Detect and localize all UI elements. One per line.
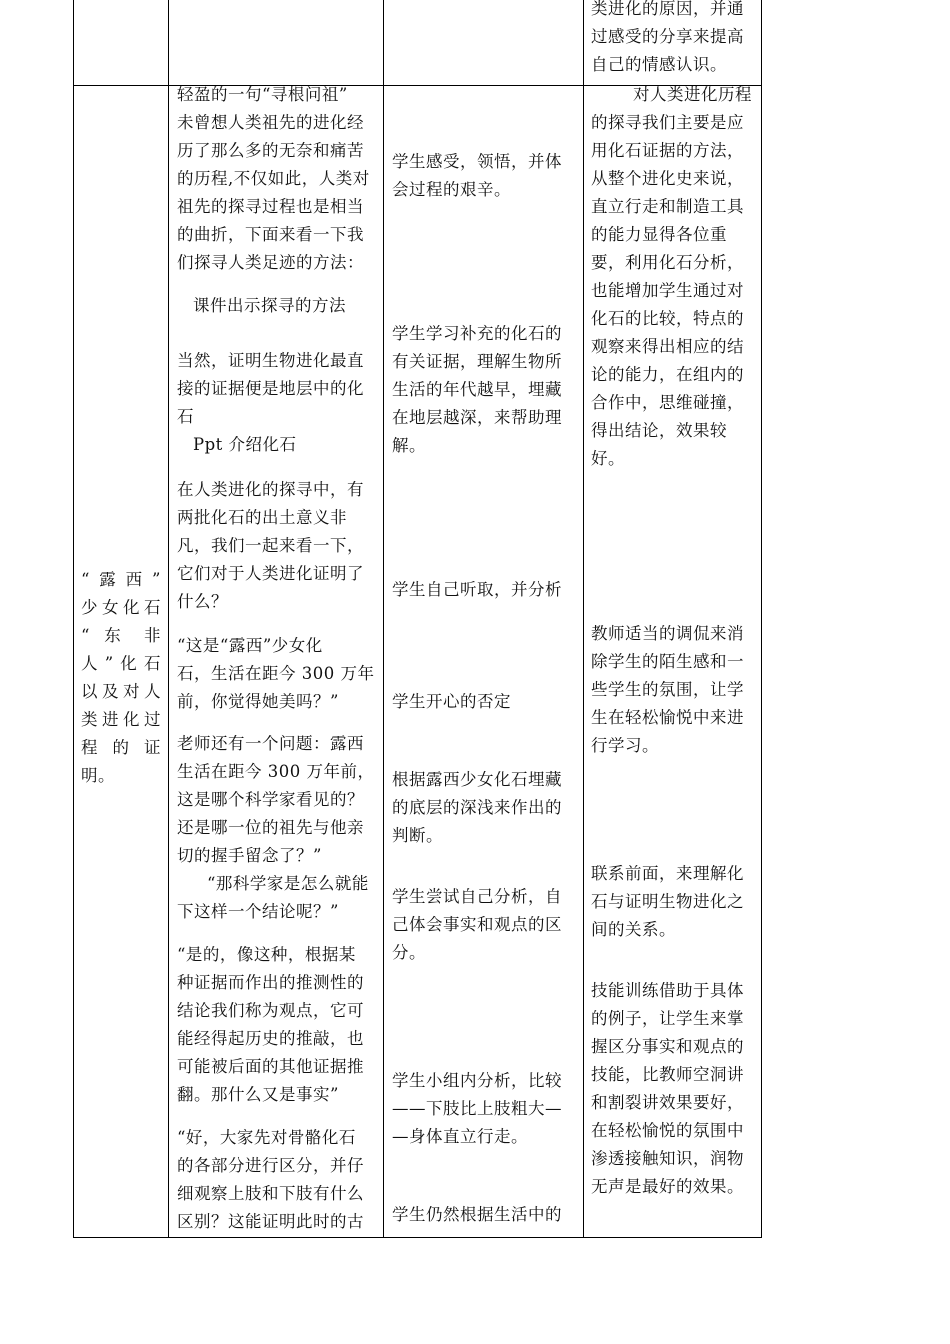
text-line: 程 的 证 bbox=[81, 738, 161, 757]
text-line: 好。 bbox=[591, 449, 625, 468]
text-line: 未曾想人类祖先的进化经 bbox=[177, 113, 364, 132]
text-line: “ 东 非 bbox=[81, 626, 161, 645]
text-line: 学生尝试自己分析，自 bbox=[392, 887, 562, 906]
text-line: 种证据而作出的推测性的 bbox=[177, 973, 364, 992]
text-line: 除学生的陌生感和一 bbox=[591, 652, 744, 671]
text-line: 判断。 bbox=[392, 826, 443, 845]
text-line: “好，大家先对骨骼化石 bbox=[177, 1128, 356, 1147]
teacher-activity-p3 bbox=[177, 347, 377, 431]
student-activity-p7 bbox=[392, 1067, 578, 1151]
table-divider-col1 bbox=[168, 0, 169, 1238]
table-border-right bbox=[761, 0, 762, 1238]
text-line: 直立行走和制造工具 bbox=[591, 197, 744, 216]
text-line: 用化石证据的方法， bbox=[591, 141, 744, 160]
text-line: 石与证明生物进化之 bbox=[591, 892, 744, 911]
text-line: 过感受的分享来提高 bbox=[591, 27, 744, 46]
teacher-activity-p6 bbox=[177, 632, 377, 716]
student-activity-p4 bbox=[392, 688, 578, 716]
text-line: 无声是最好的效果。 bbox=[591, 1177, 744, 1196]
text-line: 前，你觉得她美吗？” bbox=[177, 692, 339, 711]
text-line: 凡，我们一起来看一下， bbox=[177, 536, 364, 555]
text-line: 类进化的原因，并通 bbox=[591, 0, 744, 18]
text-line: ——下肢比上肢粗大— bbox=[392, 1099, 562, 1118]
text-line: 些学生的氛围，让学 bbox=[591, 680, 744, 699]
text-line: 己体会事实和观点的区 bbox=[392, 915, 562, 934]
topic-cell-text bbox=[81, 566, 161, 790]
text-line: 石 bbox=[177, 407, 194, 426]
text-line: 少女化石 bbox=[81, 598, 161, 617]
text-line: Ppt 介绍化石 bbox=[193, 435, 297, 454]
teacher-activity-p7 bbox=[177, 730, 377, 870]
text-line: 们探寻人类足迹的方法： bbox=[177, 253, 364, 272]
text-line: 学生开心的否定 bbox=[392, 692, 511, 711]
table-divider-col2 bbox=[383, 0, 384, 1238]
text-line: 行学习。 bbox=[591, 736, 659, 755]
text-line: 老师还有一个问题：露西 bbox=[177, 734, 364, 753]
text-line: 分。 bbox=[392, 943, 426, 962]
text-line: 结论我们称为观点，它可 bbox=[177, 1001, 364, 1020]
text-line: 切的握手留念了？” bbox=[177, 846, 322, 865]
student-activity-p5 bbox=[392, 766, 578, 850]
table-border-left bbox=[73, 0, 74, 1238]
text-line: 在轻松愉悦的氛围中 bbox=[591, 1121, 744, 1140]
teacher-activity-p4 bbox=[193, 431, 378, 459]
text-line: 技能训练借助于具体 bbox=[591, 981, 744, 1000]
text-line: 的探寻我们主要是应 bbox=[591, 113, 744, 132]
teacher-activity-p5 bbox=[177, 476, 377, 616]
text-line: 两批化石的出土意义非 bbox=[177, 508, 347, 527]
text-line: 还是哪一位的祖先与他亲 bbox=[177, 818, 364, 837]
text-line: 接的证据便是地层中的化 bbox=[177, 379, 364, 398]
text-line: 要，利用化石分析， bbox=[591, 253, 744, 272]
text-line: 生在轻松愉悦中来进 bbox=[591, 708, 744, 727]
text-line: 的曲折，下面来看一下我 bbox=[177, 225, 364, 244]
text-line: 类进化过 bbox=[81, 710, 161, 729]
text-line: 会过程的艰辛。 bbox=[392, 180, 511, 199]
text-line: 人”化石 bbox=[81, 654, 161, 673]
teacher-activity-p10 bbox=[177, 1124, 377, 1236]
text-line: 技能，比教师空洞讲 bbox=[591, 1065, 744, 1084]
text-line: 得出结论，效果较 bbox=[591, 421, 727, 440]
text-line: 化石的比较，特点的 bbox=[591, 309, 744, 328]
text-line: 也能增加学生通过对 bbox=[591, 281, 744, 300]
text-line: 对人类进化历程 bbox=[633, 85, 752, 104]
text-line: 的底层的深浅来作出的 bbox=[392, 798, 562, 817]
text-line: 下这样一个结论呢？” bbox=[177, 902, 339, 921]
teacher-activity-p1 bbox=[177, 81, 377, 277]
text-line: 当然，证明生物进化最直 bbox=[177, 351, 364, 370]
design-intent-p4 bbox=[591, 977, 756, 1201]
text-line: 渗透接触知识，润物 bbox=[591, 1149, 744, 1168]
text-line: 有关证据，理解生物所 bbox=[392, 352, 562, 371]
student-activity-p3 bbox=[392, 576, 578, 604]
text-line: “那科学家是怎么就能 bbox=[207, 874, 369, 893]
text-line: “这是“露西”少女化 bbox=[177, 636, 323, 655]
teacher-activity-p9 bbox=[177, 941, 377, 1109]
text-line: 在人类进化的探寻中，有 bbox=[177, 480, 364, 499]
text-line: 握区分事实和观点的 bbox=[591, 1037, 744, 1056]
text-line: 的历程,不仅如此，人类对 bbox=[177, 169, 370, 188]
text-line: 联系前面，来理解化 bbox=[591, 864, 744, 883]
text-line: 能经得起历史的推敲，也 bbox=[177, 1029, 364, 1048]
design-intent-p3 bbox=[591, 860, 756, 944]
text-line: 祖先的探寻过程也是相当 bbox=[177, 197, 364, 216]
text-line: 学生学习补充的化石的 bbox=[392, 324, 562, 343]
row1-notes-text bbox=[591, 0, 756, 79]
text-line: 学生小组内分析，比较 bbox=[392, 1071, 562, 1090]
text-line: 区别？这能证明此时的古 bbox=[177, 1212, 364, 1231]
text-line: 和割裂讲效果要好， bbox=[591, 1093, 744, 1112]
teacher-activity-p8 bbox=[177, 870, 377, 926]
text-line: 教师适当的调侃来消 bbox=[591, 624, 744, 643]
teacher-activity-p2 bbox=[193, 292, 378, 320]
text-line: —身体直立行走。 bbox=[392, 1127, 528, 1146]
student-activity-p2 bbox=[392, 320, 578, 460]
text-line: 什么？ bbox=[177, 592, 228, 611]
text-line: 论的能力，在组内的 bbox=[591, 365, 744, 384]
student-activity-p8 bbox=[392, 1201, 578, 1229]
text-line: 轻盈的一句“寻根问祖” bbox=[177, 85, 348, 104]
text-line: 在地层越深，来帮助理 bbox=[392, 408, 562, 427]
text-line: 明。 bbox=[81, 766, 115, 785]
text-line: 的各部分进行区分，并仔 bbox=[177, 1156, 364, 1175]
text-line: 观察来得出相应的结 bbox=[591, 337, 744, 356]
text-line: 石，生活在距今 300 万年 bbox=[177, 664, 375, 683]
text-line: 以及对人 bbox=[81, 682, 161, 701]
text-line: 学生自己听取，并分析 bbox=[392, 580, 562, 599]
text-line: 历了那么多的无奈和痛苦 bbox=[177, 141, 364, 160]
text-line: 生活的年代越早，埋藏 bbox=[392, 380, 562, 399]
text-line: 自己的情感认识。 bbox=[591, 55, 727, 74]
text-line: 可能被后面的其他证据推 bbox=[177, 1057, 364, 1076]
text-line: 课件出示探寻的方法 bbox=[193, 296, 346, 315]
text-line: 生活在距今 300 万年前， bbox=[177, 762, 375, 781]
text-line: 翻。那什么又是事实” bbox=[177, 1085, 339, 1104]
text-line: 根据露西少女化石埋藏 bbox=[392, 770, 562, 789]
text-line: 学生仍然根据生活中的 bbox=[392, 1205, 562, 1224]
text-line: 这是哪个科学家看见的？ bbox=[177, 790, 364, 809]
text-line: 的例子，让学生来掌 bbox=[591, 1009, 744, 1028]
text-line: 的能力显得各位重 bbox=[591, 225, 727, 244]
design-intent-p2 bbox=[591, 620, 756, 760]
text-line: 间的关系。 bbox=[591, 920, 676, 939]
text-line: 合作中，思维碰撞， bbox=[591, 393, 744, 412]
table-border-bottom bbox=[73, 1237, 762, 1238]
student-activity-p1 bbox=[392, 148, 578, 204]
text-line: 学生感受，领悟，并体 bbox=[392, 152, 562, 171]
text-line: 它们对于人类进化证明了 bbox=[177, 564, 364, 583]
student-activity-p6 bbox=[392, 883, 578, 967]
table-divider-col3 bbox=[583, 0, 584, 1238]
text-line: 从整个进化史来说， bbox=[591, 169, 744, 188]
text-line: 细观察上肢和下肢有什么 bbox=[177, 1184, 364, 1203]
text-line: “是的，像这种，根据某 bbox=[177, 945, 356, 964]
design-intent-p1 bbox=[591, 81, 756, 473]
text-line: 解。 bbox=[392, 436, 426, 455]
text-line: “露西” bbox=[81, 570, 161, 589]
